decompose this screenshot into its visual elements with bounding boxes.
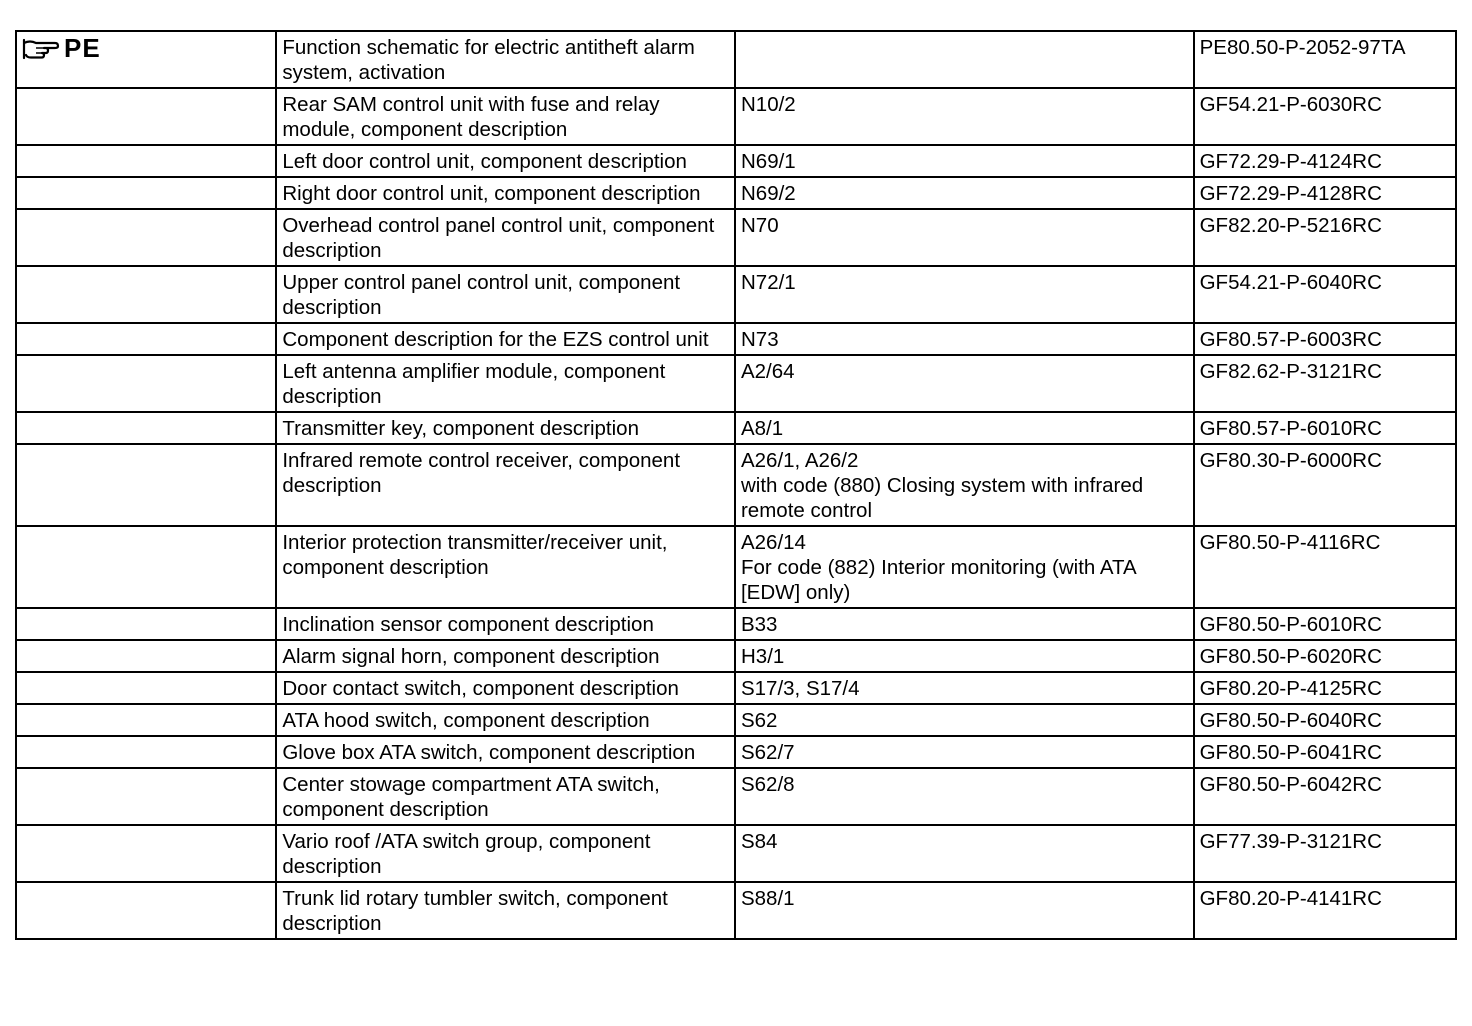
table-row	[16, 209, 1456, 266]
component-cell: N69/1	[735, 145, 1194, 177]
component-cell: N69/2	[735, 177, 1194, 209]
empty-cell	[16, 704, 276, 736]
table-row	[16, 444, 1456, 526]
description-cell: ATA hood switch, component description	[276, 704, 735, 736]
table-row	[16, 882, 1456, 939]
component-cell: A2/64	[735, 355, 1194, 412]
empty-cell	[16, 640, 276, 672]
table-row	[16, 323, 1456, 355]
description-cell: Center stowage compartment ATA switch, component description	[276, 768, 735, 825]
table-row	[16, 88, 1456, 145]
table-row	[16, 768, 1456, 825]
component-cell: N70	[735, 209, 1194, 266]
pe-cell	[16, 31, 276, 88]
component-cell: S17/3, S17/4	[735, 672, 1194, 704]
table-row	[16, 355, 1456, 412]
component-cell: S88/1	[735, 882, 1194, 939]
document-cell: GF72.29-P-4128RC	[1194, 177, 1456, 209]
table-row	[16, 608, 1456, 640]
table-row	[16, 412, 1456, 444]
document-cell: GF80.50-P-6010RC	[1194, 608, 1456, 640]
component-cell: N10/2	[735, 88, 1194, 145]
document-cell: GF77.39-P-3121RC	[1194, 825, 1456, 882]
description-cell: Interior protection transmitter/receiver unit, component description	[276, 526, 735, 608]
table-row	[16, 31, 1456, 88]
document-cell: GF80.50-P-6041RC	[1194, 736, 1456, 768]
document-cell: GF80.57-P-6010RC	[1194, 412, 1456, 444]
table-row	[16, 736, 1456, 768]
component-cell: S62/7	[735, 736, 1194, 768]
description-cell: Alarm signal horn, component description	[276, 640, 735, 672]
document-cell: GF54.21-P-6040RC	[1194, 266, 1456, 323]
empty-cell	[16, 145, 276, 177]
empty-cell	[16, 177, 276, 209]
table-row	[16, 177, 1456, 209]
component-cell: A8/1	[735, 412, 1194, 444]
document-cell: GF80.50-P-6020RC	[1194, 640, 1456, 672]
empty-cell	[16, 736, 276, 768]
table-row	[16, 640, 1456, 672]
empty-cell	[16, 882, 276, 939]
table-row	[16, 145, 1456, 177]
description-cell: Inclination sensor component description	[276, 608, 735, 640]
pe-label: PE	[64, 33, 101, 63]
empty-cell	[16, 672, 276, 704]
description-cell: Function schematic for electric antitheft alarm system, activation	[276, 31, 735, 88]
empty-cell	[16, 266, 276, 323]
empty-cell	[16, 825, 276, 882]
table-row	[16, 825, 1456, 882]
empty-cell	[16, 209, 276, 266]
reference-table	[15, 30, 1457, 940]
document-cell: GF54.21-P-6030RC	[1194, 88, 1456, 145]
table-body	[16, 31, 1456, 939]
description-cell: Upper control panel control unit, component description	[276, 266, 735, 323]
description-cell: Component description for the EZS control unit	[276, 323, 735, 355]
empty-cell	[16, 768, 276, 825]
empty-cell	[16, 526, 276, 608]
document-cell: GF72.29-P-4124RC	[1194, 145, 1456, 177]
empty-cell	[16, 412, 276, 444]
component-cell: N73	[735, 323, 1194, 355]
component-cell: S84	[735, 825, 1194, 882]
table-row	[16, 704, 1456, 736]
document-cell: GF80.20-P-4141RC	[1194, 882, 1456, 939]
document-cell: GF80.57-P-6003RC	[1194, 323, 1456, 355]
empty-cell	[16, 444, 276, 526]
description-cell: Infrared remote control receiver, component description	[276, 444, 735, 526]
description-cell: Trunk lid rotary tumbler switch, component description	[276, 882, 735, 939]
description-cell: Glove box ATA switch, component description	[276, 736, 735, 768]
empty-cell	[16, 323, 276, 355]
component-cell: B33	[735, 608, 1194, 640]
description-cell: Overhead control panel control unit, component description	[276, 209, 735, 266]
empty-cell	[16, 608, 276, 640]
description-cell: Transmitter key, component description	[276, 412, 735, 444]
pointing-hand-icon	[22, 35, 60, 61]
description-cell: Left antenna amplifier module, component description	[276, 355, 735, 412]
component-cell: A26/1, A26/2 with code (880) Closing system with infrared remote control	[735, 444, 1194, 526]
component-cell: H3/1	[735, 640, 1194, 672]
description-cell: Vario roof /ATA switch group, component description	[276, 825, 735, 882]
description-cell: Right door control unit, component description	[276, 177, 735, 209]
document-cell: GF82.20-P-5216RC	[1194, 209, 1456, 266]
empty-cell	[16, 88, 276, 145]
table-row	[16, 672, 1456, 704]
document-cell: PE80.50-P-2052-97TA	[1194, 31, 1456, 88]
document-cell: GF82.62-P-3121RC	[1194, 355, 1456, 412]
component-cell	[735, 31, 1194, 88]
table-row	[16, 266, 1456, 323]
component-cell: S62	[735, 704, 1194, 736]
description-cell: Door contact switch, component description	[276, 672, 735, 704]
document-cell: GF80.50-P-4116RC	[1194, 526, 1456, 608]
component-cell: S62/8	[735, 768, 1194, 825]
description-cell: Left door control unit, component description	[276, 145, 735, 177]
document-cell: GF80.30-P-6000RC	[1194, 444, 1456, 526]
table-row	[16, 526, 1456, 608]
component-cell: A26/14 For code (882) Interior monitoring (with ATA [EDW] only)	[735, 526, 1194, 608]
description-cell: Rear SAM control unit with fuse and relay module, component description	[276, 88, 735, 145]
document-cell: GF80.50-P-6042RC	[1194, 768, 1456, 825]
document-cell: GF80.50-P-6040RC	[1194, 704, 1456, 736]
component-cell: N72/1	[735, 266, 1194, 323]
document-cell: GF80.20-P-4125RC	[1194, 672, 1456, 704]
empty-cell	[16, 355, 276, 412]
